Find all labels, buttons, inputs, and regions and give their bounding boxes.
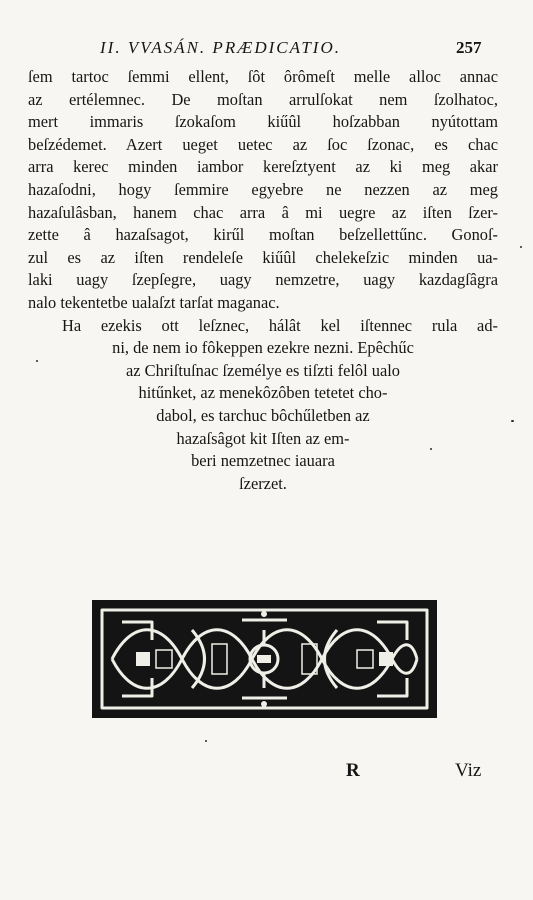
ink-speck <box>36 360 38 362</box>
text-line: zul es az iſten rendeleſe kiűûl chelekeſzic minden ua- <box>28 247 498 267</box>
text-line: beſzédemet. Azert ueget uetec az ſoc ſzonac, es chac <box>28 134 498 154</box>
text-line: mert immaris ſzokaſom kiűûl hoſzabban nyútottam <box>28 112 498 132</box>
text-line: hazaſodni, hogy ſemmire egyebre ne nezzen az meg <box>28 179 498 199</box>
text-line: hitűnket, az menekôzôben tetetet cho- <box>138 383 388 403</box>
text-line: ſem tartoc ſemmi ellent, ſôt ôrômeſt melle alloc annac <box>28 67 498 86</box>
text-line: zette â hazaſsagot, kirűl moſtan beſzellettűnc. Gonoſ- <box>28 225 498 245</box>
text-line: beri nemzetnec iauara <box>191 451 335 471</box>
signature-mark: R <box>346 760 360 781</box>
catchword: Viz <box>455 760 482 781</box>
woodcut-ornament <box>92 600 437 718</box>
text-line: az ertélemnec. De moſtan arrulſokat nem ſzolhatoc, <box>28 89 498 109</box>
text-line: Ha ezekis ott leſznec, hálât kel iſtennec rula ad- <box>62 315 498 335</box>
text-line: hazaſsâgot kit Iſten az em- <box>176 428 350 448</box>
ink-speck <box>205 740 207 742</box>
page-number: 257 <box>456 38 482 57</box>
text-line: az Chriſtuſnac ſzemélye es tiſzti felôl ualo <box>126 360 400 380</box>
text-line: nalo tekentetbe ualaſzt tarſat maganac. <box>28 292 280 312</box>
text-line: ni, de nem io fôkeppen ezekre nezni. Epêchűc <box>112 338 414 358</box>
body-text <box>28 66 498 495</box>
text-line: laki uagy ſzepſegre, uagy nemzetre, uagy kazdagſâgra <box>28 270 498 290</box>
running-head: II. VVASÁN. PRÆDICATIO. <box>100 38 341 57</box>
text-line: hazaſulâsban, hanem chac arra â mi uegre az iſten ſzer- <box>28 202 498 222</box>
ink-speck <box>520 246 522 248</box>
ink-speck <box>511 420 514 422</box>
text-line: dabol, es tarchuc bôchűletben az <box>156 405 370 425</box>
ink-speck <box>430 448 432 450</box>
page-header <box>0 38 533 64</box>
text-line: arra kerec minden iambor kereſztyent az ki meg akar <box>28 157 498 177</box>
text-line: ſzerzet. <box>239 473 287 493</box>
